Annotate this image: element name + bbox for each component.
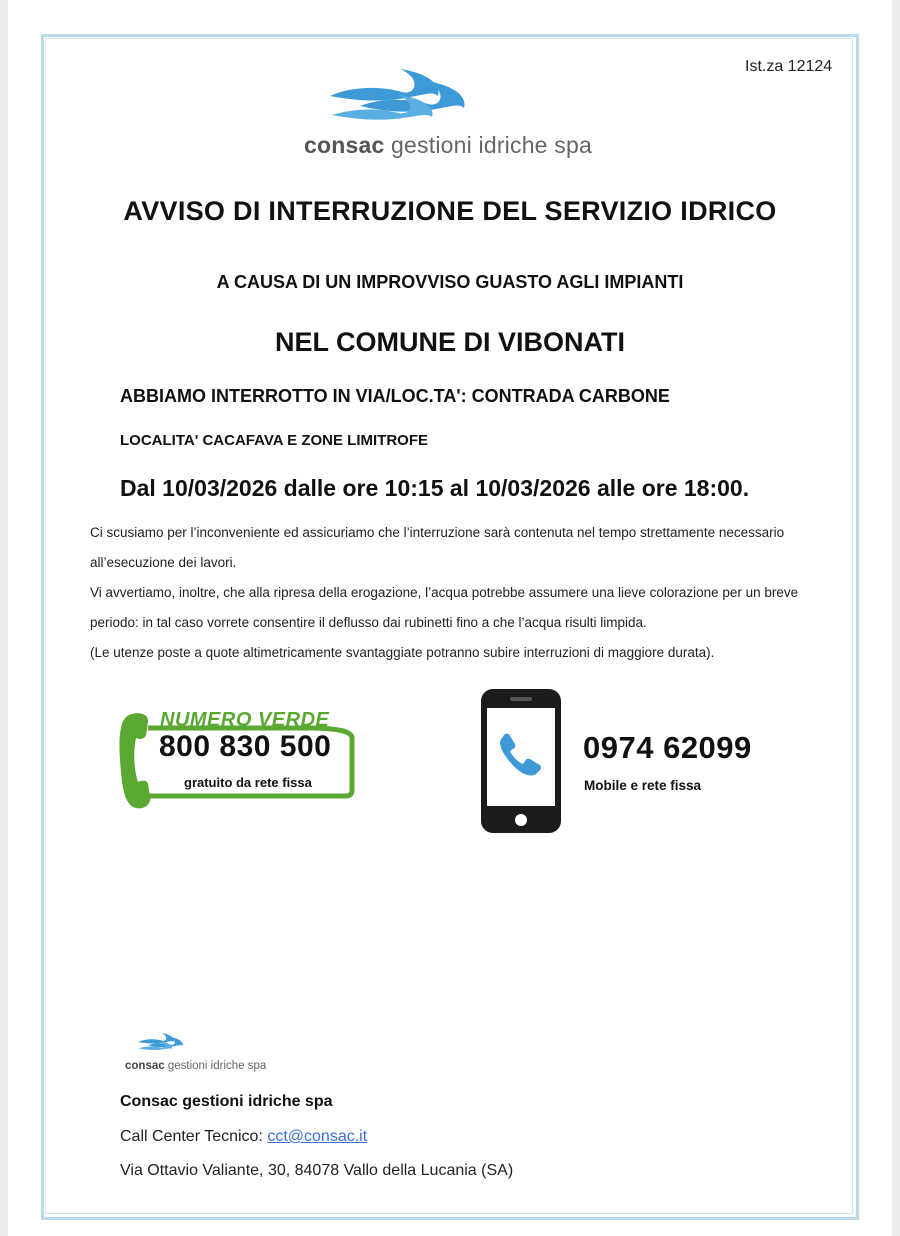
notice-cause: A CAUSA DI UN IMPROVVISO GUASTO AGLI IMPIANTI: [216, 272, 684, 292]
notice-period: Dal 10/03/2026 dalle ore 10:15 al 10/03/2026 alle ore 18:00.: [120, 475, 750, 501]
footer-logo-text: [125, 1060, 266, 1072]
footer-logo-suffix: gestioni idriche spa: [164, 1060, 267, 1072]
footer-company: Consac gestioni idriche spa: [120, 1093, 333, 1110]
footer-call-center: [120, 1128, 367, 1146]
company-logo-text: [304, 132, 592, 159]
toll-free-number[interactable]: 800 830 500: [159, 730, 332, 763]
notice-paragraph: Ci scusiamo per l’inconveniente ed assicuriamo che l’interruzione sarà contenuta nel tempo strettamente necessario all’esecuzione dei lavori.: [90, 525, 785, 570]
logo-suffix: gestioni idriche spa: [384, 132, 592, 158]
notice-paragraph: (Le utenze poste a quote altimetricamente svantaggiate potranno subire interruzioni di maggiore durata).: [90, 645, 715, 660]
email-link[interactable]: cct@consac.it: [267, 1128, 368, 1145]
phone-handset-icon: [118, 708, 158, 812]
notice-title: AVVISO DI INTERRUZIONE DEL SERVIZIO IDRICO: [123, 196, 777, 226]
footer-logo: [124, 1026, 284, 1076]
logo-brand: consac: [304, 132, 385, 158]
smartphone-icon: [480, 688, 562, 839]
mobile-number[interactable]: 0974 62099: [583, 730, 752, 765]
footer-logo-brand: consac: [125, 1060, 165, 1072]
reference-number: Ist.za 12124: [745, 58, 833, 75]
toll-free-note: gratuito da rete fissa: [184, 775, 312, 790]
mobile-note: Mobile e rete fissa: [584, 778, 702, 793]
footer-address: Via Ottavio Valiante, 30, 84078 Vallo della Lucania (SA): [120, 1162, 514, 1179]
notice-municipality: NEL COMUNE DI VIBONATI: [274, 327, 625, 357]
notice-area: LOCALITA' CACAFAVA E ZONE LIMITROFE: [120, 432, 428, 449]
waves-logo-icon: [330, 66, 570, 132]
notice-location: ABBIAMO INTERROTTO IN VIA/LOC.TA': CONTRADA CARBONE: [120, 386, 670, 406]
notice-paragraph: Vi avvertiamo, inoltre, che alla ripresa della erogazione, l’acqua potrebbe assumere una lieve colorazione per un breve periodo: in tal caso vorrete consentire il deflusso dai rubinetti fino a che l’acqua risulti limpida.: [90, 585, 799, 630]
toll-free-badge: [118, 708, 358, 812]
toll-free-label: NUMERO VERDE: [160, 709, 330, 731]
waves-logo-icon: [138, 1026, 218, 1060]
company-logo: [300, 66, 600, 166]
call-center-label: Call Center Tecnico:: [120, 1128, 268, 1145]
